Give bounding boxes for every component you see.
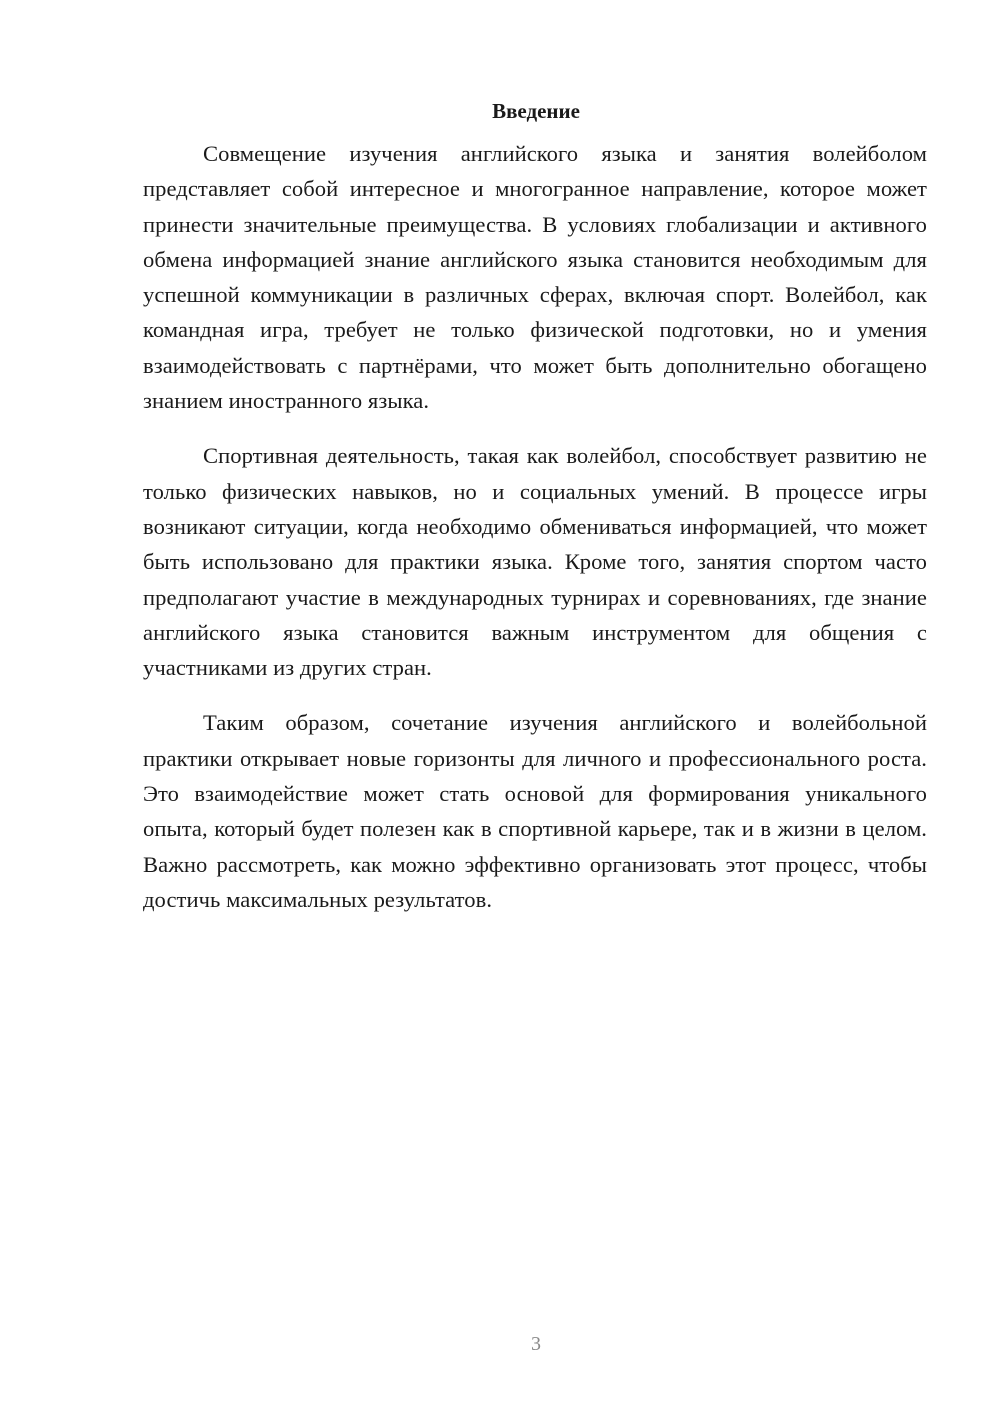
paragraph-1: Совмещение изучения английского языка и занятия волейболом представляет собой интересное и многогранное направление, которое может принести значительные преимущества. В условиях глобализации и активного обмена информацией знание английского языка становится необходимым для успешной коммуникации в различных сферах, включая спорт. Волейбол, как командная игра, требует не только физической подготовки, но и умения взаимодействовать с партнёрами, что может быть дополнительно обогащено знанием иностранного языка. <box>143 141 927 414</box>
page-number: 3 <box>531 1333 541 1355</box>
page-content <box>143 96 927 937</box>
section-title: Введение <box>492 99 580 123</box>
paragraph-2: Спортивная деятельность, такая как волейбол, способствует развитию не только физических навыков, но и социальных умений. В процессе игры возникают ситуации, когда необходимо обмениваться информацией, что может быть использовано для практики языка. Кроме того, занятия спортом часто предполагают участие в международных турнирах и соревнованиях, где знание английского языка становится важным инструментом для общения с участниками из других стран. <box>143 443 927 681</box>
paragraph-3: Таким образом, сочетание изучения английского и волейбольной практики открывает новые горизонты для личного и профессионального роста. Это взаимодействие может стать основой для формирования уникального опыта, который будет полезен как в спортивной карьере, так и в жизни в целом. Важно рассмотреть, как можно эффективно организовать этот процесс, чтобы достичь максимальных результатов. <box>143 710 927 912</box>
